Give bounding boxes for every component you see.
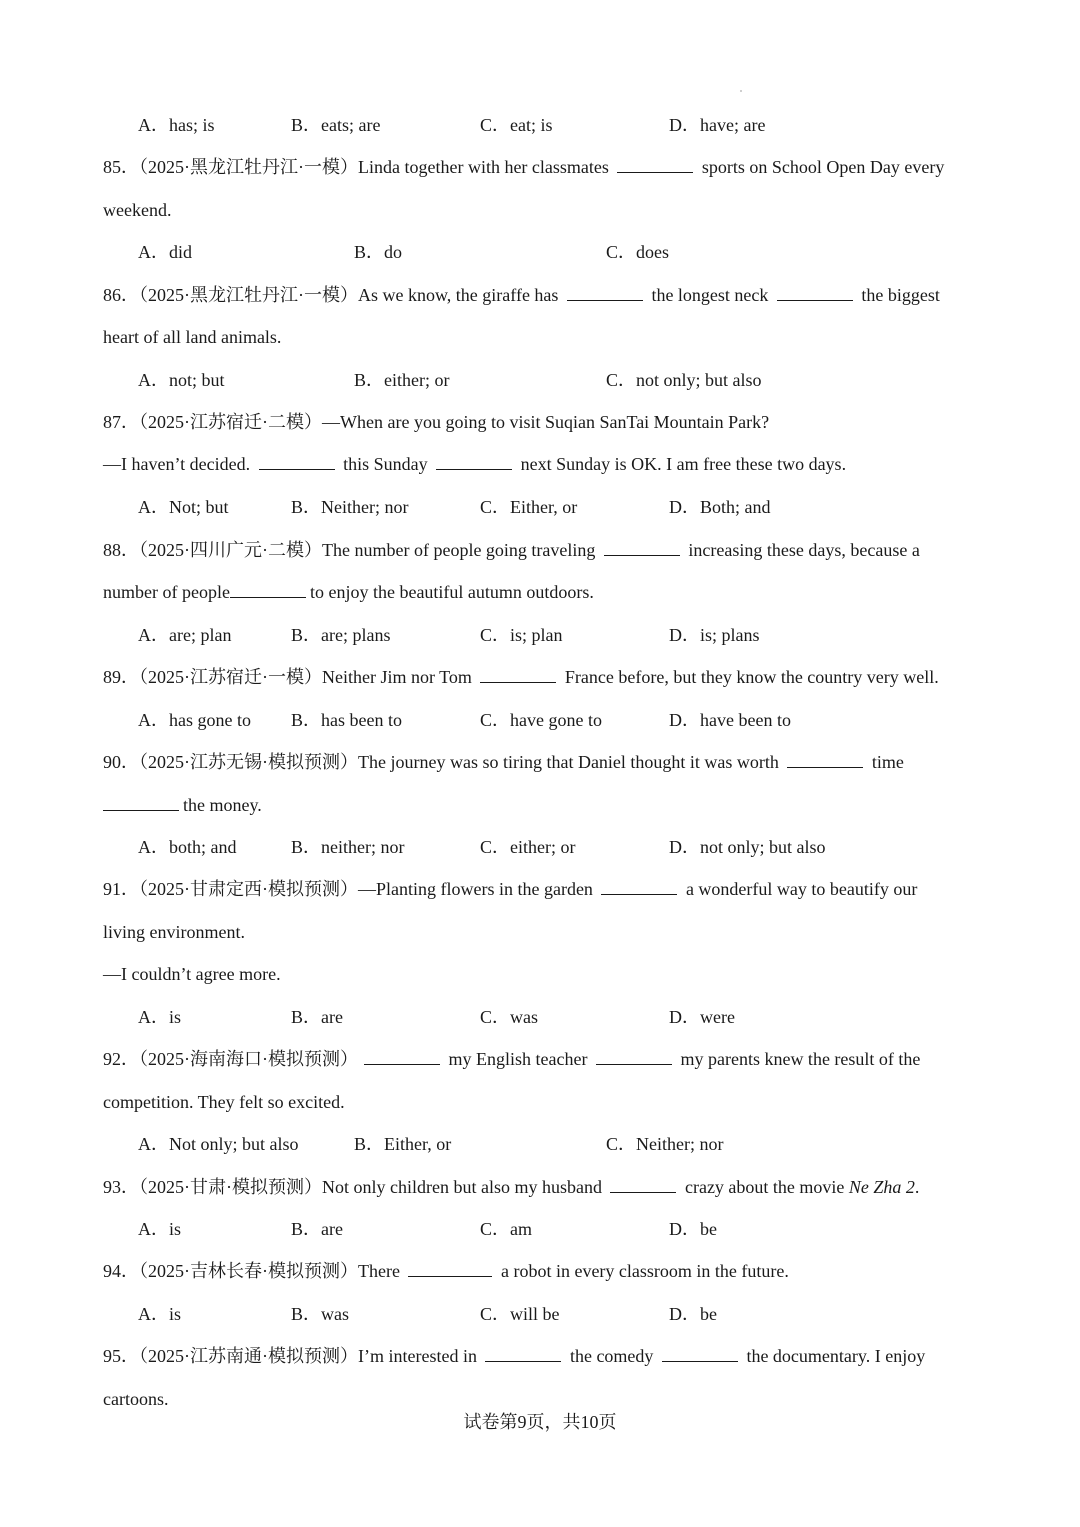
q86-stem-part: heart of all land animals. [103,327,282,347]
q93-stem-line1 [103,1175,919,1199]
q91-option-d[interactable]: D．were [669,1007,735,1027]
q90-option-a[interactable]: A．both; and [138,837,237,857]
q84-option-b[interactable]: B．eats; are [291,115,381,135]
page-footer: 试卷第9页，共10页 [463,1412,617,1432]
q95-stem-part: 95．（2025·江苏南通·模拟预测）I’m interested in [103,1346,477,1366]
q89-blank [480,666,556,683]
q90-stem-line1 [103,750,904,774]
q89-option-b[interactable]: B．has been to [291,710,402,730]
q92-option-b[interactable]: B．Either, or [354,1134,452,1154]
q88-option-c[interactable]: C．is; plan [480,625,563,645]
q90-blank-2 [103,794,179,811]
q94-stem-part: 94．（2025·吉林长春·模拟预测）There [103,1261,400,1281]
q86-stem-line1 [103,283,940,307]
q91-stem-line1 [103,877,917,901]
q91-stem-part: 91．（2025·甘肃定西·模拟预测）—Planting flowers in the garden [103,879,593,899]
q94-stem-line1 [103,1259,789,1283]
q87-stem-part: 87．（2025·江苏宿迁·二模）—When are you going to visit Suqian SanTai Mountain Park? [103,412,770,432]
q85-stem-part: weekend. [103,200,172,220]
q92-stem-part: my English teacher [448,1049,588,1069]
q87-stem-line2 [103,452,846,476]
q84-option-c[interactable]: C．eat; is [480,115,553,135]
q88-blank-1 [604,539,680,556]
q86-stem-part: the longest neck [651,285,769,305]
q90-option-b[interactable]: B．neither; nor [291,837,405,857]
q87-option-c[interactable]: C．Either, or [480,497,578,517]
q93-stem-part: . [914,1177,920,1197]
q93-movie-title: Ne Zha 2 [848,1177,915,1197]
q91-option-c[interactable]: C．was [480,1007,538,1027]
q93-option-c[interactable]: C．am [480,1219,532,1239]
q86-blank-1 [567,284,643,301]
q90-option-d[interactable]: D．not only; but also [669,837,826,857]
q90-stem-line2 [103,793,262,817]
q88-stem-line2 [103,580,594,604]
q85-option-a[interactable]: A．did [138,242,192,262]
q91-stem-part: a wonderful way to beautify our [685,879,918,899]
q93-stem-part: 93．（2025·甘肃·模拟预测）Not only children but also my husband [103,1177,602,1197]
q95-stem-part: the comedy [569,1346,654,1366]
q90-stem-part: the money. [183,795,262,815]
q91-stem-line3 [103,962,281,986]
q85-stem-line2 [103,198,171,222]
q87-stem-part: next Sunday is OK. I am free these two days. [520,454,847,474]
q95-stem-part: cartoons. [103,1389,169,1409]
q91-blank [601,878,677,895]
q85-option-c[interactable]: C．does [606,242,669,262]
q87-blank-1 [259,453,335,470]
q88-blank-2 [230,581,306,598]
q89-option-c[interactable]: C．have gone to [480,710,602,730]
q95-blank-1 [485,1345,561,1362]
q94-option-c[interactable]: C．will be [480,1304,560,1324]
q94-option-d[interactable]: D．be [669,1304,717,1324]
q87-stem-part: this Sunday [343,454,428,474]
q94-blank [408,1260,492,1277]
q91-option-a[interactable]: A．is [138,1007,182,1027]
q90-blank-1 [787,751,863,768]
q93-blank [610,1176,676,1193]
q88-option-b[interactable]: B．are; plans [291,625,391,645]
q87-option-d[interactable]: D．Both; and [669,497,771,517]
q86-stem-part: 86．（2025·黑龙江牡丹江·一模）As we know, the giraffe has [103,285,559,305]
q86-stem-part: the biggest [861,285,940,305]
q91-stem-line2 [103,920,245,944]
q88-stem-part: increasing these days, because a [688,540,920,560]
q87-option-a[interactable]: A．Not; but [138,497,229,517]
q95-stem-part: the documentary. I enjoy [746,1346,926,1366]
q92-option-c[interactable]: C．Neither; nor [606,1134,724,1154]
q90-option-c[interactable]: C．either; or [480,837,576,857]
q90-stem-part: time [871,752,904,772]
q88-stem-part: number of people [103,582,230,602]
q87-stem-line1 [103,410,769,434]
q86-option-a[interactable]: A．not; but [138,370,225,390]
q87-blank-2 [436,453,512,470]
q88-stem-line1 [103,538,920,562]
q93-option-a[interactable]: A．is [138,1219,182,1239]
q86-option-b[interactable]: B．either; or [354,370,450,390]
q87-stem-part: —I haven’t decided. [103,454,251,474]
q89-stem-part: 89．（2025·江苏宿迁·一模）Neither Jim nor Tom [103,667,472,687]
q90-stem-part: 90．（2025·江苏无锡·模拟预测）The journey was so tiring that Daniel thought it was worth [103,752,779,772]
q93-option-d[interactable]: D．be [669,1219,717,1239]
q92-stem-part: 92．（2025·海南海口·模拟预测） [103,1049,358,1069]
q86-stem-line2 [103,325,281,349]
q93-option-b[interactable]: B．are [291,1219,343,1239]
q89-stem-part: France before, but they know the country very well. [564,667,939,687]
q85-blank [617,156,693,173]
q84-option-d[interactable]: D．have; are [669,115,766,135]
q92-stem-line1 [103,1047,920,1071]
q94-option-a[interactable]: A．is [138,1304,182,1324]
q94-option-b[interactable]: B．was [291,1304,349,1324]
q94-stem-part: a robot in every classroom in the future. [500,1261,789,1281]
q84-option-a[interactable]: A．has; is [138,115,215,135]
q95-stem-line1 [103,1344,925,1368]
q88-option-a[interactable]: A．are; plan [138,625,232,645]
q89-option-d[interactable]: D．have been to [669,710,791,730]
q89-stem-line1 [103,665,939,689]
q92-blank-2 [596,1048,672,1065]
q92-option-a[interactable]: A．Not only; but also [138,1134,299,1154]
q91-option-b[interactable]: B．are [291,1007,343,1027]
q85-stem-part: 85．（2025·黑龙江牡丹江·一模）Linda together with her classmates [103,157,609,177]
q95-blank-2 [662,1345,738,1362]
q92-stem-line2 [103,1090,345,1114]
q86-option-c[interactable]: C．not only; but also [606,370,762,390]
q92-stem-part: competition. They felt so excited. [103,1092,345,1112]
q88-stem-part: to enjoy the beautiful autumn outdoors. [309,582,594,602]
q92-stem-part: my parents knew the result of the [680,1049,921,1069]
q88-option-d[interactable]: D．is; plans [669,625,760,645]
q95-stem-line2 [103,1387,168,1411]
q89-option-a[interactable]: A．has gone to [138,710,251,730]
q85-option-b[interactable]: B．do [354,242,403,262]
q92-blank-1 [364,1048,440,1065]
scan-speck [740,90,742,92]
q85-stem-part: sports on School Open Day every [701,157,945,177]
q86-blank-2 [777,284,853,301]
q91-stem-part: living environment. [103,922,245,942]
q85-stem-line1 [103,155,944,179]
q88-stem-part: 88．（2025·四川广元·二模）The number of people going traveling [103,540,596,560]
q91-stem-part: —I couldn’t agree more. [103,964,281,984]
q87-option-b[interactable]: B．Neither; nor [291,497,409,517]
q93-stem-part: crazy about the movie [684,1177,845,1197]
